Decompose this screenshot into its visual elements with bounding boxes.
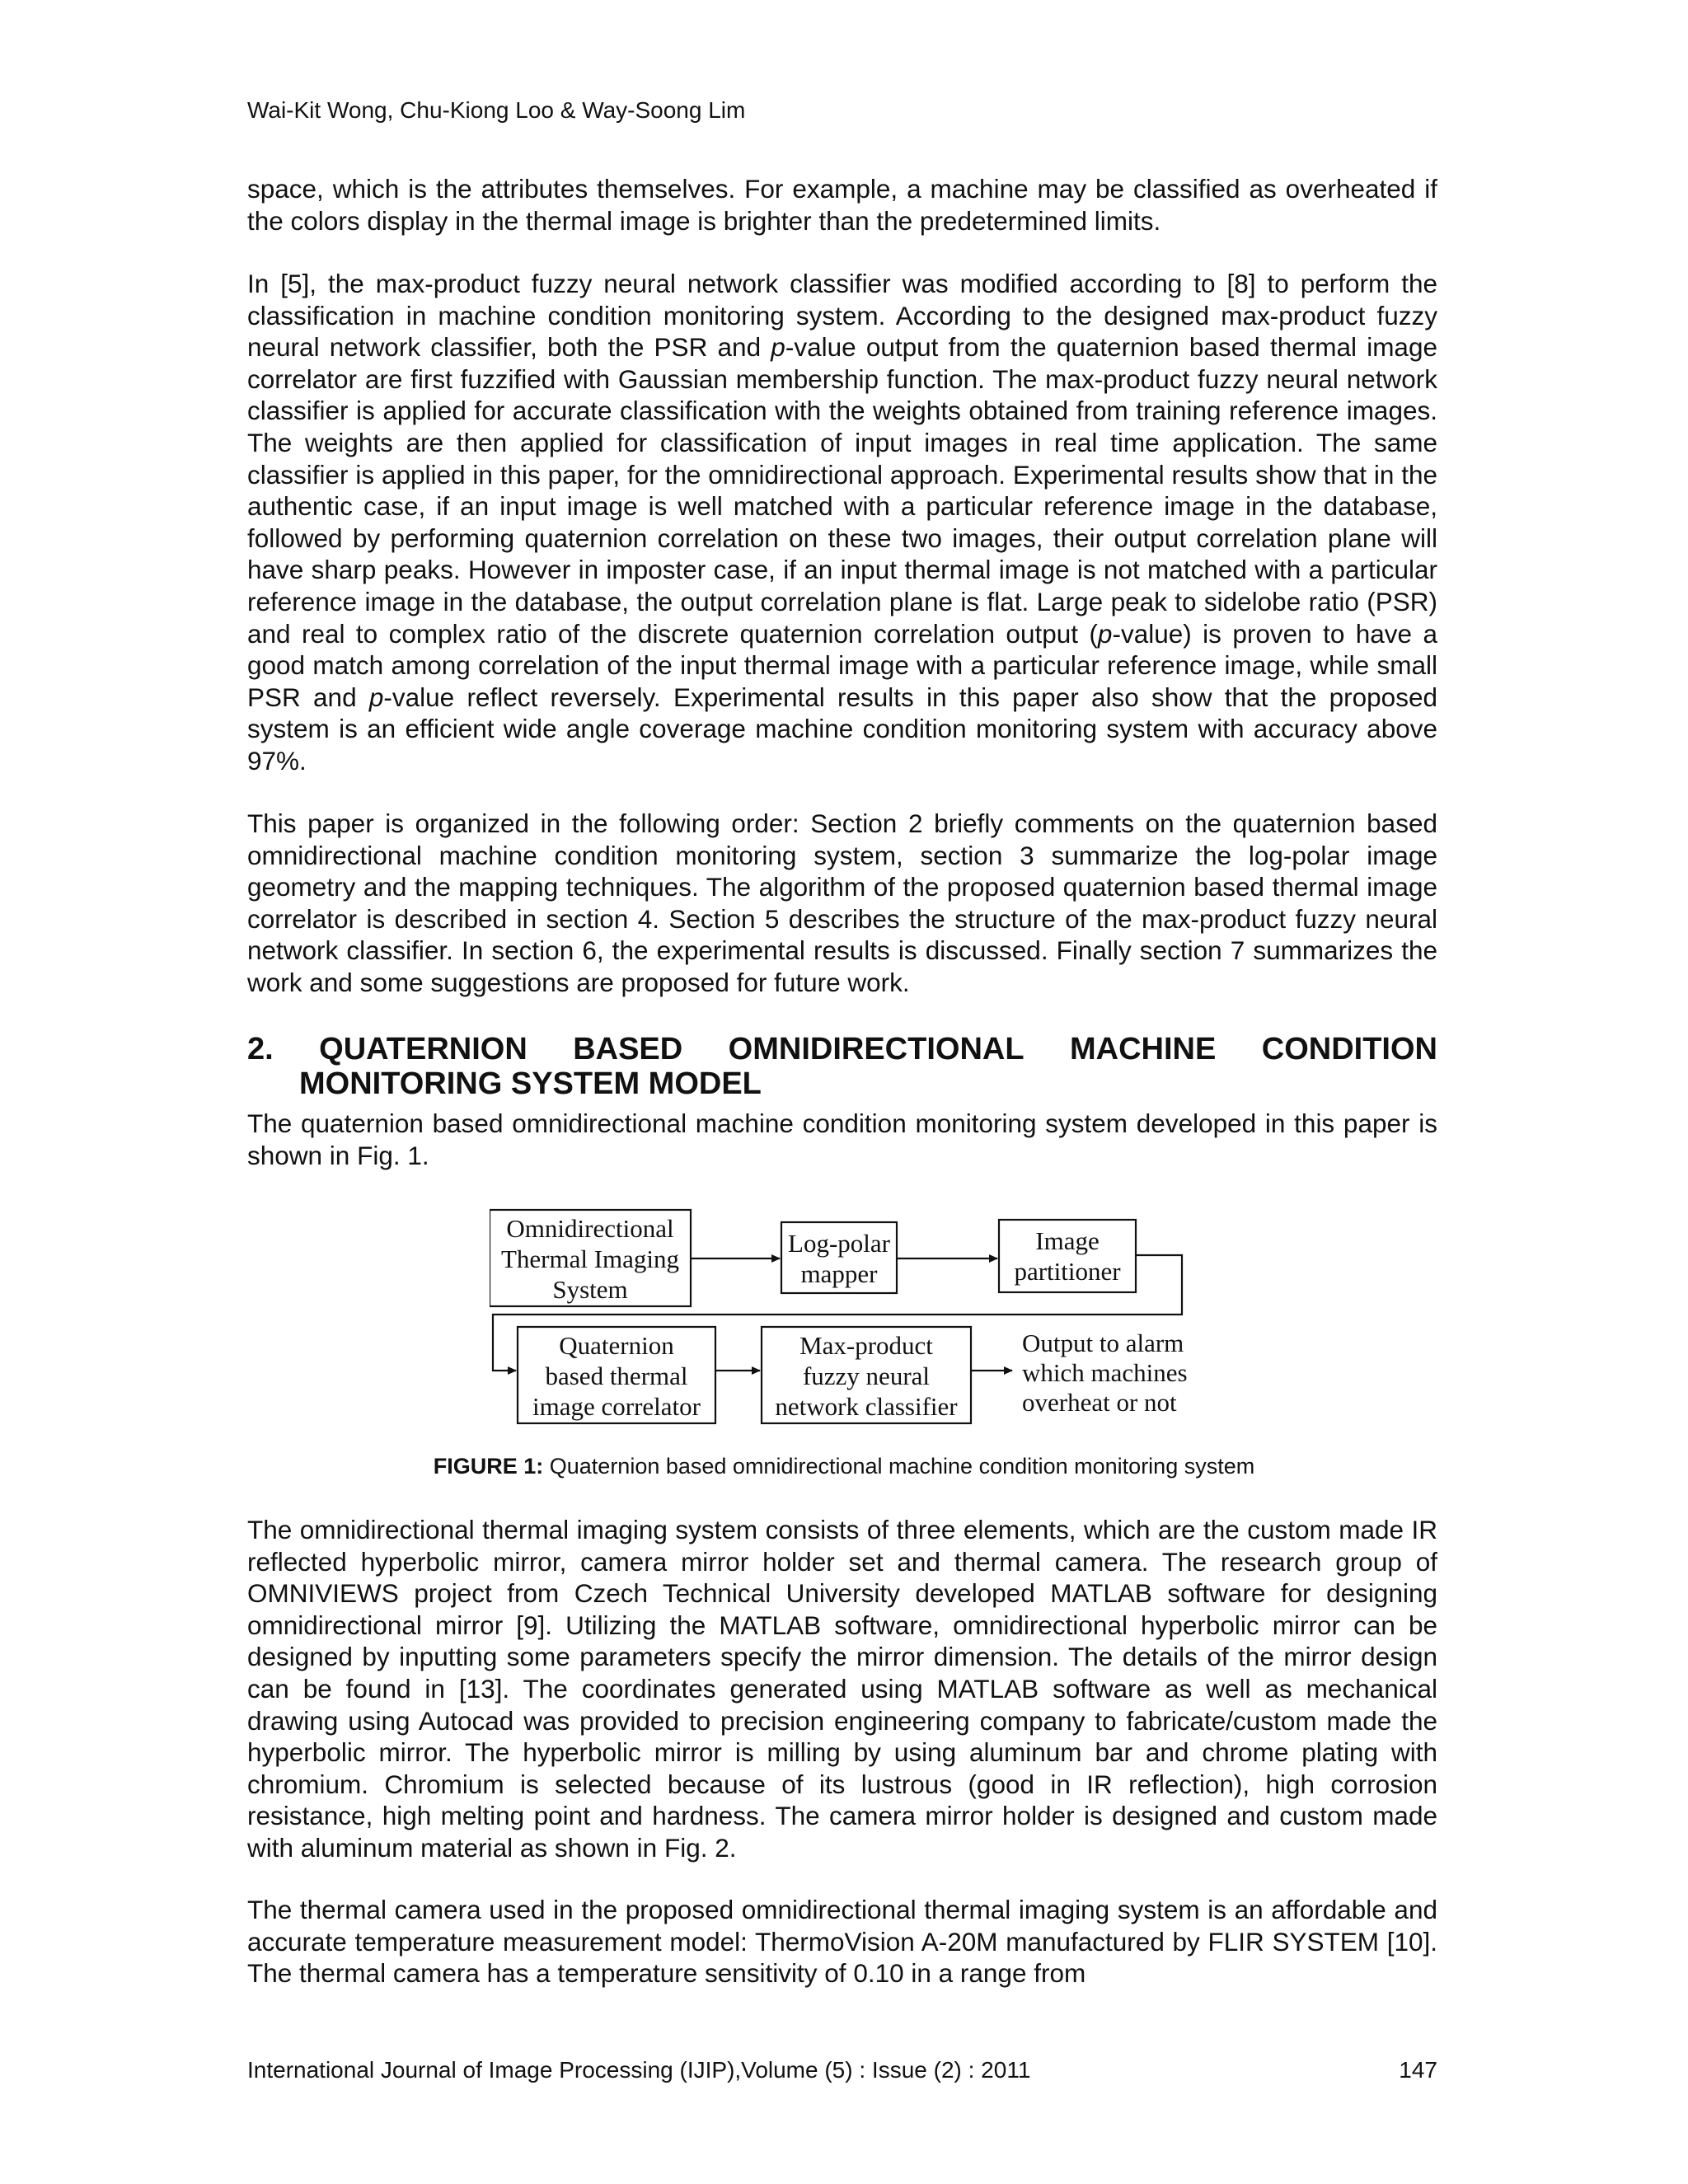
output-line: overheat or not <box>1022 1388 1177 1417</box>
figure-caption: FIGURE 1: Quaternion based omnidirectional machine condition monitoring system <box>433 1454 1255 1479</box>
section-word: MACHINE <box>1069 1032 1217 1066</box>
running-header: Wai-Kit Wong, Chu-Kiong Loo & Way-Soong Lim <box>247 97 746 123</box>
output-line: which machines <box>1022 1358 1188 1387</box>
box2-line: mapper <box>800 1259 878 1288</box>
box3-line: partitioner <box>1014 1257 1121 1286</box>
box2-line: Log-polar <box>788 1229 890 1258</box>
section-word: CONDITION <box>1261 1032 1437 1066</box>
paragraph-3: This paper is organized in the following order: Section 2 briefly comments on the quaternion based omnidirectional machine condition monitoring system, section 3 summarize the log-polar image geometry and the mapping techniques. The algorithm of the proposed quaternion based thermal image correlator is described in section 4. Section 5 describes the structure of the max-product fuzzy neural network classifier. In section 6, the experimental results is discussed. Finally section 7 summarizes the work and some suggestions are proposed for future work. <box>247 808 1437 997</box>
box1-line: Omnidirectional <box>506 1214 674 1243</box>
figure-1-diagram <box>490 1207 1207 1430</box>
box4-line: Quaternion <box>559 1331 674 1360</box>
paragraph-6: The thermal camera used in the proposed omnidirectional thermal imaging system is an affordable and accurate temperature measurement model: ThermoVision A-20M manufactured by FLIR SYSTEM [10]. The thermal camera has a temperature sensitivity of 0.10 in a range from <box>247 1895 1437 1989</box>
page-number: 147 <box>1399 2057 1437 2083</box>
section-number: 2. <box>247 1032 274 1066</box>
paragraph-2: In [5], the max-product fuzzy neural network classifier was modified according to [8] to perform the classification in machine condition monitoring system. According to the designed max-product fuzzy neural network classifier, both the PSR and p-value output from the quaternion based thermal image correlator are first fuzzified with Gaussian membership function. The max-product fuzzy neural network classifier is applied for accurate classification with the weights obtained from training reference images. The weights are then applied for classification of input images in real time application. The same classifier is applied in this paper, for the omnidirectional approach. Experimental results show that in the authentic case, if an input image is well matched with a particular reference image in the database, followed by performing quaternion correlation on these two images, their output correlation plane will have sharp peaks. However in imposter case, if an input thermal image is not matched with a particular reference image in the database, the output correlation plane is flat. Large peak to sidelobe ratio (PSR) and real to complex ratio of the discrete quaternion correlation output (p-value) is proven to have a good match among correlation of the input thermal image with a particular reference image, while small PSR and p-value reflect reversely. Experimental results in this paper also show that the proposed system is an efficient wide angle coverage machine condition monitoring system with accuracy above 97%. <box>247 269 1437 776</box>
paragraph-1: space, which is the attributes themselves. For example, a machine may be classified as overheated if the colors display in the thermal image is brighter than the predetermined limits. <box>247 174 1437 236</box>
section-heading-line2: MONITORING SYSTEM MODEL <box>299 1066 762 1101</box>
box3-line: Image <box>1035 1226 1100 1255</box>
journal-citation: International Journal of Image Processing (IJIP),Volume (5) : Issue (2) : 2011 <box>247 2057 1031 2083</box>
block-diagram <box>490 1207 1207 1430</box>
box5-line: network classifier <box>775 1392 958 1421</box>
page-footer <box>247 2057 1437 2083</box>
box5-line: fuzzy neural <box>802 1361 931 1390</box>
box1-line: System <box>552 1275 628 1304</box>
box4-line: image correlator <box>532 1392 701 1421</box>
box1-line: Thermal Imaging <box>500 1244 680 1273</box>
section-heading <box>247 1032 1437 1101</box>
box5-line: Max-product <box>799 1331 933 1360</box>
paragraph-5: The omnidirectional thermal imaging system consists of three elements, which are the custom made IR reflected hyperbolic mirror, camera mirror holder set and thermal camera. The research group of OMNIVIEWS project from Czech Technical University developed MATLAB software for designing omnidirectional mirror [9]. Utilizing the MATLAB software, omnidirectional hyperbolic mirror can be designed by inputting some parameters specify the mirror dimension. The details of the mirror design can be found in [13]. The coordinates generated using MATLAB software as well as mechanical drawing using Autocad was provided to precision engineering company to fabricate/custom made the hyperbolic mirror. The hyperbolic mirror is milling by using aluminum bar and chrome plating with chromium. Chromium is selected because of its lustrous (good in IR reflection), high corrosion resistance, high melting point and hardness. The camera mirror holder is designed and custom made with aluminum material as shown in Fig. 2. <box>247 1515 1437 1863</box>
section-word: BASED <box>573 1032 683 1066</box>
box4-line: based thermal <box>545 1361 688 1390</box>
paragraph-4: The quaternion based omnidirectional machine condition monitoring system developed in this paper is shown in Fig. 1. <box>247 1108 1437 1170</box>
section-word: OMNIDIRECTIONAL <box>728 1032 1025 1066</box>
output-line: Output to alarm <box>1022 1329 1184 1357</box>
section-word: QUATERNION <box>319 1032 528 1066</box>
